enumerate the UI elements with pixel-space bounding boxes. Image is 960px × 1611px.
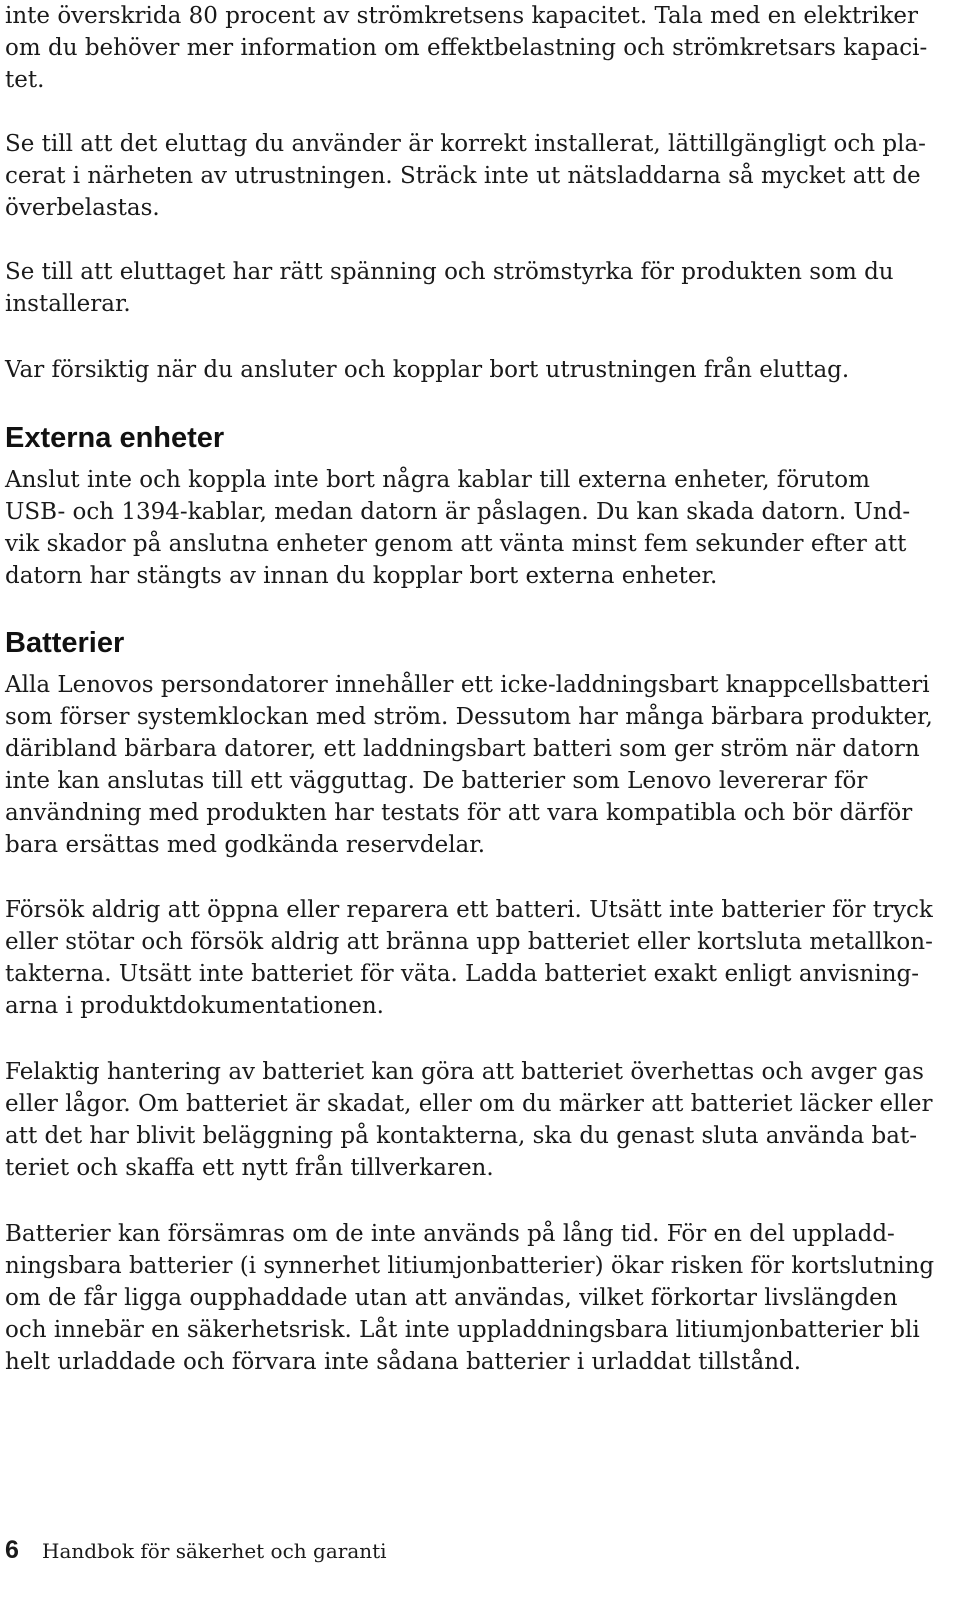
text-line: eller stötar och försök aldrig att bränna upp batteriet eller kortsluta metallkon-: [5, 929, 933, 955]
text-line: inte överskrida 80 procent av strömkretsens kapacitet. Tala med en elektriker: [5, 3, 918, 29]
paragraph-outlet-installation: [5, 128, 935, 224]
section-heading-external-devices: Externa enheter: [5, 422, 225, 454]
paragraph-voltage: [5, 256, 935, 320]
text-line: USB- och 1394-kablar, medan datorn är påslagen. Du kan skada datorn. Und-: [5, 499, 911, 525]
text-line: helt urladdade och förvara inte sådana batterier i urladdat tillstånd.: [5, 1349, 802, 1375]
text-line: datorn har stängts av innan du kopplar bort externa enheter.: [5, 563, 718, 589]
page-footer: [5, 1536, 387, 1565]
text-line: vik skador på anslutna enheter genom att vänta minst fem sekunder efter att: [5, 531, 907, 557]
text-line: Batterier kan försämras om de inte används på lång tid. För en del uppladd-: [5, 1221, 895, 1247]
text-line: användning med produkten har testats för att vara kompatibla och bör därför: [5, 800, 913, 826]
text-line: inte kan anslutas till ett vägguttag. De batterier som Lenovo levererar för: [5, 768, 868, 794]
text-line: och innebär en säkerhetsrisk. Låt inte uppladdningsbara litiumjonbatterier bli: [5, 1317, 920, 1343]
text-line: däribland bärbara datorer, ett laddningsbart batteri som ger ström när datorn: [5, 736, 920, 762]
text-line: Var försiktig när du ansluter och kopplar bort utrustningen från eluttag.: [5, 357, 850, 383]
paragraph-capacity: [5, 0, 935, 96]
paragraph-battery-handling: [5, 894, 935, 1022]
text-line: som förser systemklockan med ström. Dessutom har många bärbara produkter,: [5, 704, 933, 730]
text-line: Alla Lenovos persondatorer innehåller ett icke-laddningsbart knappcellsbatteri: [5, 672, 930, 698]
text-line: Försök aldrig att öppna eller reparera ett batteri. Utsätt inte batterier för tryck: [5, 897, 933, 923]
paragraph-external-devices: [5, 464, 935, 592]
text-line: Se till att det eluttag du använder är korrekt installerat, lättillgängligt och pla-: [5, 131, 926, 157]
text-line: Felaktig hantering av batteriet kan göra att batteriet överhettas och avger gas: [5, 1059, 924, 1085]
text-line: tet.: [5, 67, 45, 93]
text-line: teriet och skaffa ett nytt från tillverkaren.: [5, 1155, 494, 1181]
text-line: installerar.: [5, 291, 131, 317]
text-line: ningsbara batterier (i synnerhet litiumjonbatterier) ökar risken för kortslutning: [5, 1253, 935, 1279]
text-line: överbelastas.: [5, 195, 160, 221]
footer-title: Handbok för säkerhet och garanti: [42, 1539, 387, 1563]
text-line: Anslut inte och koppla inte bort några kablar till externa enheter, förutom: [5, 467, 870, 493]
text-line: att det har blivit beläggning på kontakterna, ska du genast sluta använda bat-: [5, 1123, 917, 1149]
paragraph-battery-damage: [5, 1056, 935, 1184]
text-line: arna i produktdokumentationen.: [5, 993, 384, 1019]
section-heading-batteries: Batterier: [5, 627, 125, 659]
paragraph-battery-storage: [5, 1218, 935, 1378]
text-line: bara ersättas med godkända reservdelar.: [5, 832, 486, 858]
text-line: Se till att eluttaget har rätt spänning och strömstyrka för produkten som du: [5, 259, 894, 285]
paragraph-batteries-overview: [5, 669, 935, 861]
text-line: eller lågor. Om batteriet är skadat, eller om du märker att batteriet läcker eller: [5, 1091, 933, 1117]
text-line: cerat i närheten av utrustningen. Sträck inte ut nätsladdarna så mycket att de: [5, 163, 921, 189]
text-line: om du behöver mer information om effektbelastning och strömkretsars kapaci-: [5, 35, 928, 61]
text-line: takterna. Utsätt inte batteriet för väta. Ladda batteriet exakt enligt anvisning-: [5, 961, 920, 987]
paragraph-caution: [5, 354, 935, 386]
text-line: om de får ligga oupphaddade utan att användas, vilket förkortar livslängden: [5, 1285, 898, 1311]
page-number: 6: [5, 1536, 19, 1564]
